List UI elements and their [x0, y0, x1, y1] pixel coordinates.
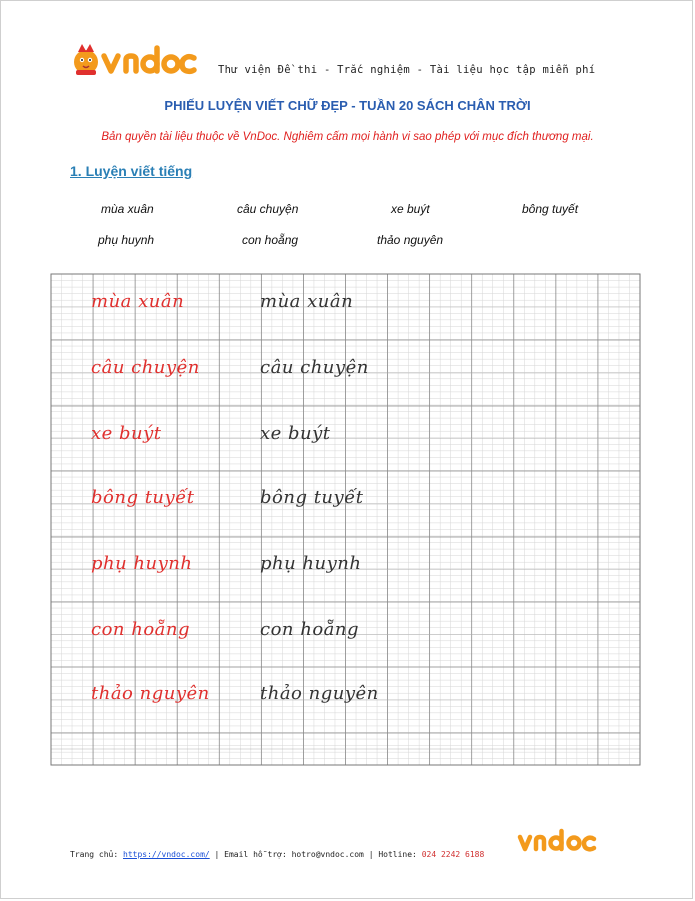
trace-word: câu chuyện [260, 357, 369, 378]
sample-word-red: con hoẵng [91, 619, 191, 640]
page-title: PHIẾU LUYỆN VIẾT CHỮ ĐẸP - TUẦN 20 SÁCH CHÂN TRỜI [164, 98, 531, 113]
footer [70, 850, 484, 859]
sample-word-red: mùa xuân [91, 291, 185, 312]
word-item: câu chuyện [237, 202, 299, 216]
sample-word-red: xe buýt [91, 423, 162, 444]
trace-word: thảo nguyên [260, 683, 379, 704]
word-item: xe buýt [391, 202, 430, 216]
footer-email[interactable]: hotro@vndoc.com [291, 850, 364, 859]
sample-word-red: câu chuyện [91, 357, 200, 378]
trace-word: mùa xuân [260, 291, 354, 312]
trace-word: xe buýt [260, 423, 331, 444]
vndoc-footer-logo [516, 828, 612, 854]
sample-word-red: phụ huynh [91, 553, 193, 574]
word-item: mùa xuân [101, 202, 154, 216]
trace-word: bông tuyết [260, 487, 364, 508]
footer-hotline[interactable]: 024 2242 6188 [421, 850, 485, 859]
copyright-notice: Bản quyền tài liệu thuộc về VnDoc. Nghiêm cấm mọi hành vi sao phép với mục đích thương mại. [101, 131, 594, 143]
section-heading: 1. Luyện viết tiếng [70, 163, 193, 179]
trace-word: phụ huynh [260, 553, 362, 574]
word-item: phụ huynh [98, 233, 155, 247]
tagline: Thư viện Đề thi - Trắc nghiệm - Tài liệu học tập miễn phí [218, 64, 596, 76]
word-item: bông tuyết [522, 202, 579, 216]
footer-hotline-label: | Hotline: [368, 850, 417, 859]
word-item: thảo nguyên [377, 233, 444, 247]
sample-word-red: bông tuyết [91, 487, 195, 508]
trace-word: con hoẵng [260, 619, 360, 640]
word-item: con hoẵng [242, 233, 299, 247]
footer-email-label: | Email hỗ trợ: [214, 850, 287, 859]
footer-home-link[interactable]: https://vndoc.com/ [123, 850, 210, 859]
sample-word-red: thảo nguyên [91, 683, 210, 704]
footer-home-label: Trang chủ: [70, 850, 119, 859]
